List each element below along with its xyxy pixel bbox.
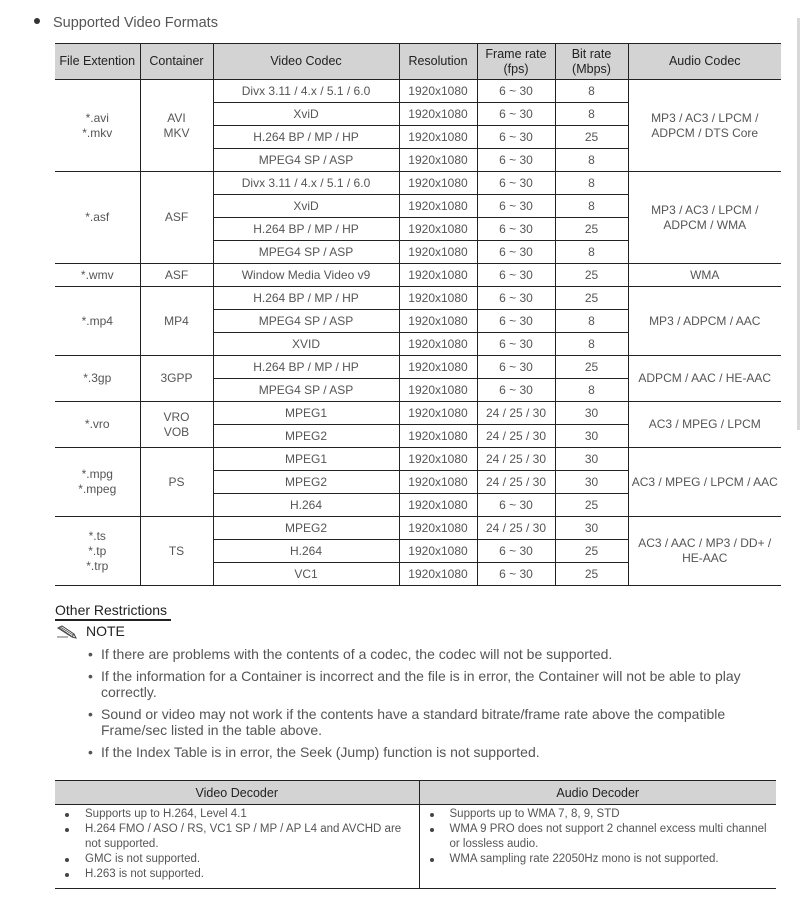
frame-rate-cell: 24 / 25 / 30: [477, 448, 555, 471]
container-cell-line: ASF: [164, 210, 189, 224]
resolution-cell: 1920x1080: [399, 333, 477, 356]
video-codec-cell: H.264 BP / MP / HP: [213, 126, 399, 149]
audio-codec-cell: [628, 172, 781, 264]
resolution-cell: 1920x1080: [399, 471, 477, 494]
bit-rate-cell: 8: [555, 241, 628, 264]
audio-codec-cell-line: AC3 / MPEG / LPCM: [648, 417, 761, 431]
section-title: Supported Video Formats: [53, 15, 218, 31]
file-extension-cell: [55, 517, 140, 586]
table-row: [55, 172, 781, 195]
note-label: NOTE: [86, 623, 125, 639]
video-decoder-cell: [55, 805, 419, 889]
bit-rate-cell: 8: [555, 80, 628, 103]
audio-codec-cell-line: AC3 / AAC / MP3 / DD+ /: [638, 536, 772, 550]
container-cell: [140, 80, 213, 172]
bit-rate-cell: 8: [555, 333, 628, 356]
note-item: • If the Index Table is in error, the Seek (Jump) function is not supported.: [88, 744, 788, 760]
audio-codec-cell-line: ADPCM / AAC / HE-AAC: [638, 371, 772, 385]
container-cell: [140, 172, 213, 264]
audio-codec-cell-line: ADPCM / DTS Core: [651, 125, 759, 140]
container-cell-line: PS: [168, 474, 185, 489]
supported-video-formats-table: [55, 43, 781, 586]
audio-codec-cell: [628, 448, 781, 517]
bit-rate-cell: 8: [555, 310, 628, 333]
video-codec-cell: MPEG1: [213, 402, 399, 425]
video-decoder-item: Supports up to H.264, Level 4.1: [55, 807, 419, 822]
audio-decoder-cell: [419, 805, 776, 889]
file-extension-cell-line: *.tp: [88, 543, 107, 558]
video-codec-cell: Divx 3.11 / 4.x / 5.1 / 6.0: [213, 80, 399, 103]
container-cell-line: 3GPP: [160, 371, 193, 385]
bit-rate-cell: 25: [555, 287, 628, 310]
resolution-cell: 1920x1080: [399, 195, 477, 218]
bit-rate-cell: 30: [555, 425, 628, 448]
container-cell-line: AVI: [167, 110, 186, 125]
video-codec-cell: MPEG4 SP / ASP: [213, 379, 399, 402]
note-heading: [56, 623, 125, 639]
file-extension-cell-line: *.trp: [86, 558, 109, 573]
file-extension-cell: [55, 264, 140, 287]
bit-rate-cell: 25: [555, 126, 628, 149]
file-extension-cell-line: *.avi: [85, 110, 109, 125]
resolution-cell: 1920x1080: [399, 126, 477, 149]
container-cell-line: MP4: [164, 313, 189, 328]
bit-rate-cell: 25: [555, 494, 628, 517]
bit-rate-cell: 25: [555, 563, 628, 586]
file-extension-cell: [55, 448, 140, 517]
bit-rate-cell: 25: [555, 356, 628, 379]
bit-rate-cell: 30: [555, 402, 628, 425]
video-codec-cell: MPEG1: [213, 448, 399, 471]
audio-codec-cell: [628, 287, 781, 356]
container-cell: [140, 402, 213, 448]
audio-codec-cell-line: WMA: [690, 267, 720, 282]
frame-rate-cell: 6 ~ 30: [477, 287, 555, 310]
video-codec-cell: H.264 BP / MP / HP: [213, 287, 399, 310]
frame-rate-cell: 6 ~ 30: [477, 494, 555, 517]
resolution-cell: 1920x1080: [399, 218, 477, 241]
audio-codec-cell-line: MP3 / AC3 / LPCM /: [651, 110, 759, 125]
other-restrictions-title: Other Restrictions: [55, 602, 171, 621]
resolution-cell: 1920x1080: [399, 379, 477, 402]
container-cell: [140, 448, 213, 517]
video-codec-cell: MPEG4 SP / ASP: [213, 149, 399, 172]
resolution-cell: 1920x1080: [399, 310, 477, 333]
resolution-cell: 1920x1080: [399, 540, 477, 563]
resolution-cell: 1920x1080: [399, 517, 477, 540]
frame-rate-cell: 6 ~ 30: [477, 379, 555, 402]
notes-list: [88, 646, 788, 766]
header-frame-rate-line1: Frame rate: [485, 46, 547, 61]
file-extension-cell-line: *.mkv: [82, 125, 113, 140]
resolution-cell: 1920x1080: [399, 103, 477, 126]
header-video-decoder: Video Decoder: [55, 781, 419, 805]
file-extension-cell: [55, 356, 140, 402]
header-container: Container: [140, 44, 213, 80]
audio-decoder-item: WMA sampling rate 22050Hz mono is not supported.: [420, 852, 777, 867]
video-codec-cell: H.264 BP / MP / HP: [213, 356, 399, 379]
video-codec-cell: MPEG2: [213, 425, 399, 448]
file-extension-cell: [55, 80, 140, 172]
header-frame-rate-line2: (fps): [503, 61, 529, 76]
frame-rate-cell: 6 ~ 30: [477, 149, 555, 172]
table-row: [55, 517, 781, 540]
table-header-row: [55, 44, 781, 80]
frame-rate-cell: 24 / 25 / 30: [477, 471, 555, 494]
bullet-icon: [34, 18, 40, 24]
bit-rate-cell: 8: [555, 379, 628, 402]
container-cell-line: TS: [168, 543, 185, 558]
file-extension-cell-line: *.asf: [85, 210, 110, 224]
header-resolution: Resolution: [399, 44, 477, 80]
video-codec-cell: Divx 3.11 / 4.x / 5.1 / 6.0: [213, 172, 399, 195]
resolution-cell: 1920x1080: [399, 241, 477, 264]
header-audio-codec: Audio Codec: [628, 44, 781, 80]
table-row: [55, 448, 781, 471]
frame-rate-cell: 6 ~ 30: [477, 218, 555, 241]
video-codec-cell: H.264: [213, 540, 399, 563]
resolution-cell: 1920x1080: [399, 172, 477, 195]
video-codec-cell: XVID: [213, 333, 399, 356]
header-frame-rate: [477, 44, 555, 80]
frame-rate-cell: 6 ~ 30: [477, 356, 555, 379]
video-codec-cell: MPEG2: [213, 517, 399, 540]
video-codec-cell: XviD: [213, 195, 399, 218]
audio-codec-cell-line: MP3 / ADPCM / AAC: [649, 313, 761, 328]
bit-rate-cell: 25: [555, 218, 628, 241]
audio-codec-cell: [628, 264, 781, 287]
table-row: [55, 287, 781, 310]
frame-rate-cell: 6 ~ 30: [477, 333, 555, 356]
header-bit-rate-line2: (Mbps): [572, 61, 611, 76]
container-cell: [140, 264, 213, 287]
frame-rate-cell: 6 ~ 30: [477, 172, 555, 195]
bit-rate-cell: 30: [555, 517, 628, 540]
video-decoder-list: [55, 807, 419, 882]
audio-codec-cell-line: HE-AAC: [682, 551, 728, 565]
file-extension-cell-line: *.ts: [88, 528, 106, 543]
bit-rate-cell: 30: [555, 471, 628, 494]
bit-rate-cell: 8: [555, 172, 628, 195]
note-item: • Sound or video may not work if the contents have a standard bitrate/frame rate above the compatible Frame/sec listed in the table above.: [88, 706, 788, 738]
audio-codec-cell: [628, 402, 781, 448]
container-cell-line: VOB: [163, 424, 190, 439]
audio-decoder-item: WMA 9 PRO does not support 2 channel excess multi channel or lossless audio.: [420, 822, 777, 852]
frame-rate-cell: 6 ~ 30: [477, 80, 555, 103]
video-codec-cell: MPEG4 SP / ASP: [213, 241, 399, 264]
bit-rate-cell: 30: [555, 448, 628, 471]
audio-codec-cell-line: MP3 / AC3 / LPCM /: [651, 202, 759, 217]
bit-rate-cell: 25: [555, 540, 628, 563]
container-cell: [140, 517, 213, 586]
frame-rate-cell: 24 / 25 / 30: [477, 425, 555, 448]
audio-decoder-list: [420, 807, 777, 867]
container-cell-line: ASF: [164, 267, 189, 282]
frame-rate-cell: 6 ~ 30: [477, 563, 555, 586]
video-codec-cell: MPEG2: [213, 471, 399, 494]
audio-codec-cell-line: ADPCM / WMA: [663, 217, 747, 232]
file-extension-cell-line: *.vro: [84, 417, 110, 431]
audio-codec-cell: [628, 80, 781, 172]
frame-rate-cell: 6 ~ 30: [477, 264, 555, 287]
header-video-codec: Video Codec: [213, 44, 399, 80]
frame-rate-cell: 6 ~ 30: [477, 195, 555, 218]
frame-rate-cell: 6 ~ 30: [477, 540, 555, 563]
frame-rate-cell: 24 / 25 / 30: [477, 402, 555, 425]
resolution-cell: 1920x1080: [399, 356, 477, 379]
frame-rate-cell: 6 ~ 30: [477, 310, 555, 333]
resolution-cell: 1920x1080: [399, 149, 477, 172]
container-cell: [140, 287, 213, 356]
table-row: [55, 402, 781, 425]
note-item: • If the information for a Container is incorrect and the file is in error, the Container will not be able to play correctly.: [88, 668, 788, 700]
section-heading: [34, 14, 218, 31]
resolution-cell: 1920x1080: [399, 448, 477, 471]
audio-codec-cell: [628, 517, 781, 586]
file-extension-cell: [55, 287, 140, 356]
container-cell-line: VRO: [163, 409, 190, 424]
file-extension-cell: [55, 402, 140, 448]
audio-decoder-item: Supports up to WMA 7, 8, 9, STD: [420, 807, 777, 822]
file-extension-cell: [55, 172, 140, 264]
resolution-cell: 1920x1080: [399, 264, 477, 287]
decoders-header-row: [55, 781, 776, 805]
video-codec-cell: H.264: [213, 494, 399, 517]
bit-rate-cell: 8: [555, 149, 628, 172]
video-codec-cell: XviD: [213, 103, 399, 126]
file-extension-cell-line: *.3gp: [83, 371, 112, 385]
file-extension-cell-line: *.mpeg: [78, 482, 117, 496]
video-codec-cell: H.264 BP / MP / HP: [213, 218, 399, 241]
frame-rate-cell: 6 ~ 30: [477, 103, 555, 126]
bit-rate-cell: 8: [555, 195, 628, 218]
header-file-extension: File Extention: [55, 44, 140, 80]
video-codec-cell: Window Media Video v9: [213, 264, 399, 287]
resolution-cell: 1920x1080: [399, 287, 477, 310]
container-cell-line: MKV: [163, 125, 190, 140]
resolution-cell: 1920x1080: [399, 402, 477, 425]
video-decoder-item: H.264 FMO / ASO / RS, VC1 SP / MP / AP L4 and AVCHD are not supported.: [55, 822, 419, 852]
note-item: • If there are problems with the contents of a codec, the codec will not be supported.: [88, 646, 788, 662]
frame-rate-cell: 6 ~ 30: [477, 126, 555, 149]
resolution-cell: 1920x1080: [399, 563, 477, 586]
frame-rate-cell: 6 ~ 30: [477, 241, 555, 264]
table-body: [55, 80, 781, 586]
bit-rate-cell: 8: [555, 103, 628, 126]
video-codec-cell: MPEG4 SP / ASP: [213, 310, 399, 333]
frame-rate-cell: 24 / 25 / 30: [477, 517, 555, 540]
file-extension-cell-line: *.mpg: [81, 467, 113, 481]
file-extension-cell-line: *.mp4: [81, 313, 113, 328]
table-row: [55, 356, 781, 379]
container-cell: [140, 356, 213, 402]
file-extension-cell-line: *.wmv: [80, 267, 114, 282]
video-decoder-item: H.263 is not supported.: [55, 867, 419, 882]
header-audio-decoder: Audio Decoder: [419, 781, 776, 805]
table-row: [55, 264, 781, 287]
resolution-cell: 1920x1080: [399, 425, 477, 448]
header-bit-rate: [555, 44, 628, 80]
video-codec-cell: VC1: [213, 563, 399, 586]
video-decoder-item: GMC is not supported.: [55, 852, 419, 867]
decoders-row: [55, 805, 776, 889]
bit-rate-cell: 25: [555, 264, 628, 287]
audio-codec-cell-line: AC3 / MPEG / LPCM / AAC: [631, 474, 778, 489]
header-bit-rate-line1: Bit rate: [571, 46, 612, 61]
decoders-table: [55, 780, 776, 889]
table-row: [55, 80, 781, 103]
audio-codec-cell: [628, 356, 781, 402]
resolution-cell: 1920x1080: [399, 494, 477, 517]
pencil-note-icon: [56, 625, 78, 639]
resolution-cell: 1920x1080: [399, 80, 477, 103]
